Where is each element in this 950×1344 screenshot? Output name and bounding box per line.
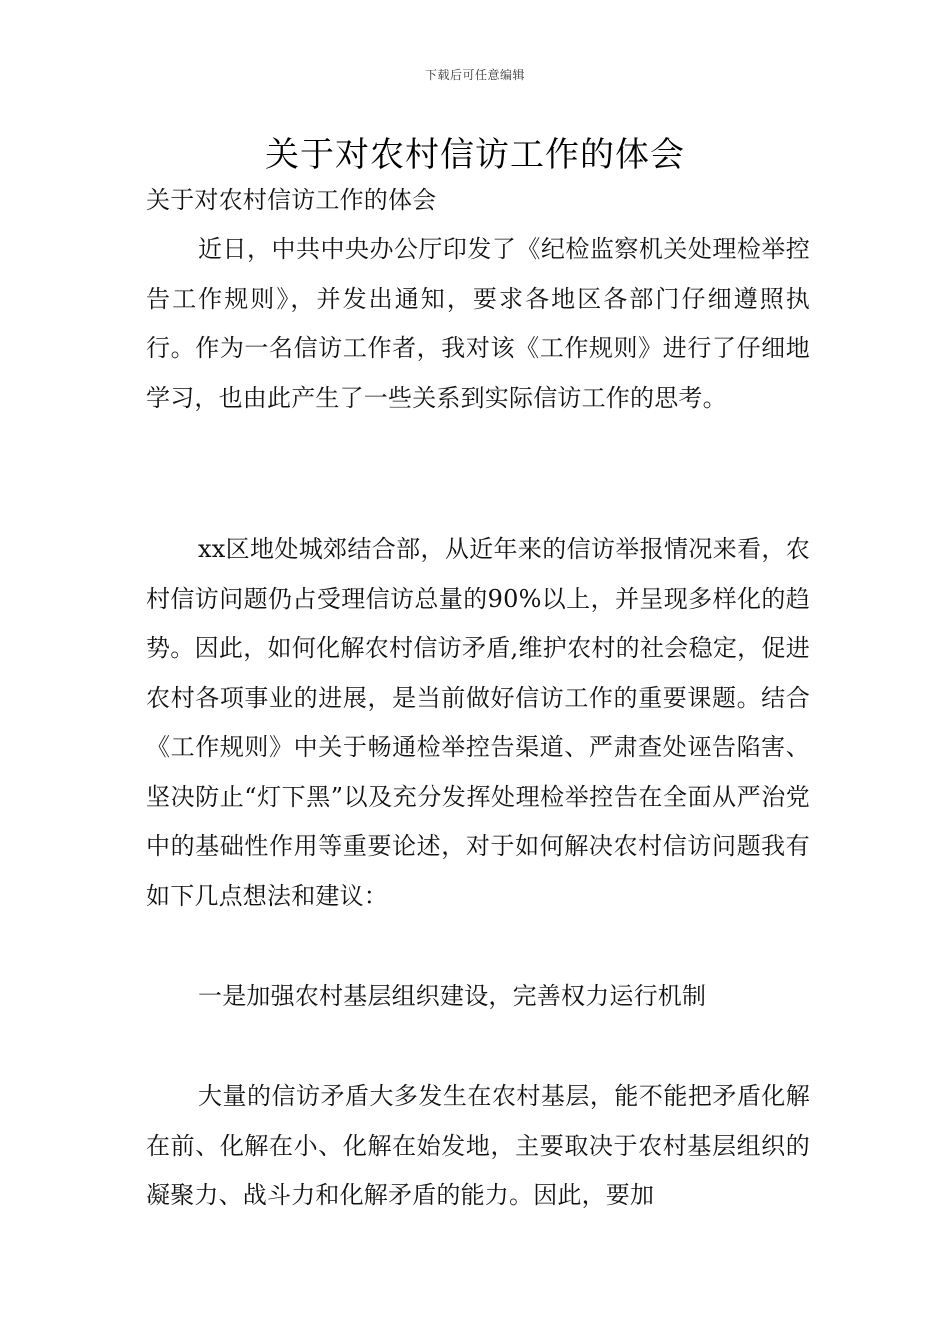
section-heading-first-point: 一是加强农村基层组织建设，完善权力运行机制: [198, 982, 707, 1010]
paragraph-intro: 近日，中共中央办公厅印发了《纪检监察机关处理检举控告工作规则》，并发出通知，要求各地区各部门仔细遵照执行。作为一名信访工作者，我对该《工作规则》进行了仔细地学习，也由此产生了一些关系到实际信访工作的思考。: [146, 235, 810, 412]
paragraph-first-point: 大量的信访矛盾大多发生在农村基层，能不能把矛盾化解在前、化解在小、化解在始发地，主要取决于农村基层组织的凝聚力、战斗力和化解矛盾的能力。因此，要加: [146, 1082, 810, 1209]
document-title: 关于对农村信访工作的体会: [265, 135, 685, 175]
document-subtitle: 关于对农村信访工作的体会: [146, 186, 437, 214]
header-note: 下载后可任意编辑: [424, 68, 525, 82]
paragraph-background: xx区地处城郊结合部，从近年来的信访举报情况来看，农村信访问题仍占受理信访总量的90%以上，并呈现多样化的趋势。因此，如何化解农村信访矛盾,维护农村的社会稳定，促进农村各项事业的进展，是当前做好信访工作的重要课题。结合《工作规则》中关于畅通检举控告渠道、严肃查处诬告陷害、坚决防止“灯下黑”以及充分发挥处理检举控告在全面从严治党中的基础性作用等重要论述，对于如何解决农村信访问题我有如下几点想法和建议：: [146, 535, 810, 910]
